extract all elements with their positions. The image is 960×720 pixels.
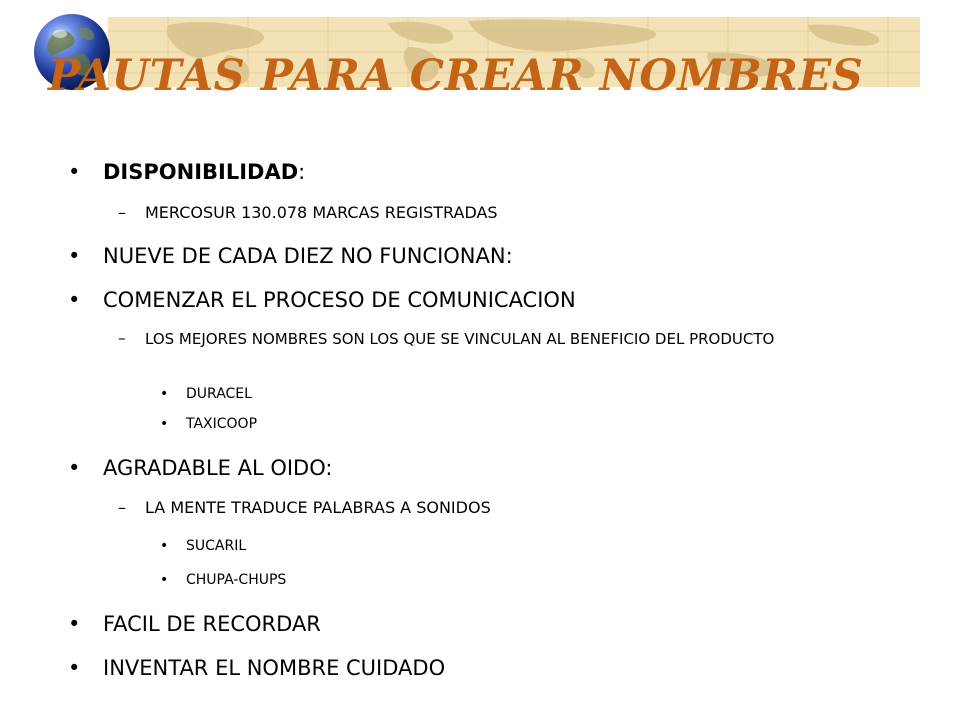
list-subitem-text: LOS MEJORES NOMBRES SON LOS QUE SE VINCULAN AL BENEFICIO DEL PRODUCTO [145, 330, 775, 348]
bullet-marker: • [68, 456, 81, 480]
dash-marker: – [118, 329, 126, 347]
list-subitem-text: MERCOSUR 130.078 MARCAS REGISTRADAS [145, 203, 498, 222]
list-subsubitem-text: CHUPA-CHUPS [186, 572, 287, 588]
list-subitem-text: LA MENTE TRADUCE PALABRAS A SONIDOS [145, 498, 491, 517]
list-item-suffix: : [298, 160, 306, 184]
list-item-bold-text: DISPONIBILIDAD [103, 160, 299, 184]
bullet-marker: • [68, 656, 81, 680]
dash-marker: – [118, 203, 126, 222]
slide-title: PAUTAS PARA CREAR NOMBRES [48, 51, 864, 101]
bullet-marker: • [68, 612, 81, 636]
list-subsubitem-text: SUCARIL [186, 538, 247, 554]
list-subsubitem-text: DURACEL [186, 386, 252, 402]
list-item-text: INVENTAR EL NOMBRE CUIDADO [103, 656, 446, 680]
bullet-marker: • [160, 572, 169, 588]
list-item-text: FACIL DE RECORDAR [103, 612, 321, 636]
bullet-marker: • [160, 416, 169, 432]
bullet-marker: • [68, 160, 81, 184]
bullet-marker: • [160, 538, 169, 554]
dash-marker: – [118, 498, 126, 517]
list-subsubitem-text: TAXICOOP [186, 416, 258, 432]
list-item-text: COMENZAR EL PROCESO DE COMUNICACION [103, 288, 576, 312]
bullet-marker: • [68, 288, 81, 312]
list-item-text: AGRADABLE AL OIDO: [103, 456, 333, 480]
list-item-text: NUEVE DE CADA DIEZ NO FUNCIONAN: [103, 244, 513, 268]
bullet-marker: • [160, 386, 169, 402]
bullet-marker: • [68, 244, 81, 268]
list-item-text [103, 160, 305, 184]
